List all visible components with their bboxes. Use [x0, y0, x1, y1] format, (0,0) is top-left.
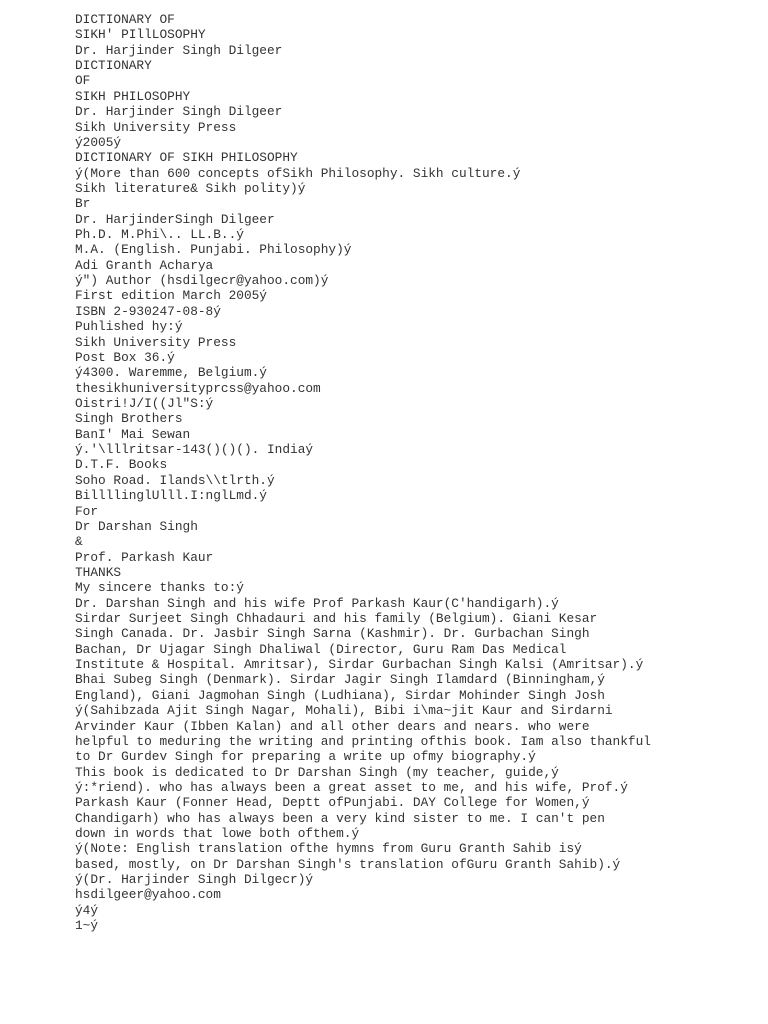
text-line: Bachan, Dr Ujagar Singh Dhaliwal (Director, Guru Ram Das Medical	[75, 641, 567, 657]
text-line: Singh Canada. Dr. Jasbir Singh Sarna (Kashmir). Dr. Gurbachan Singh	[75, 626, 590, 642]
text-line: For	[75, 503, 99, 519]
text-line: ý4300. Waremme, Belgium.ý	[75, 365, 267, 381]
text-line: BanI' Mai Sewan	[75, 426, 191, 442]
text-line: Adi Granth Acharya	[75, 257, 214, 273]
text-line: Arvinder Kaur (Ibben Kalan) and all other dears and nears. who were	[75, 718, 590, 734]
text-line: This book is dedicated to Dr Darshan Singh (my teacher, guide,ý	[75, 764, 559, 780]
text-line: Puhlished hy:ý	[75, 319, 183, 335]
text-line: Bhai Subeg Singh (Denmark). Sirdar Jagir Singh Ilamdard (Binningham,ý	[75, 672, 605, 688]
text-line: to Dr Gurdev Singh for preparing a write up ofmy biography.ý	[75, 749, 536, 765]
text-line: ý(Dr. Harjinder Singh Dilgecr)ý	[75, 872, 314, 888]
text-line: Dr. Harjinder Singh Dilgeer	[75, 42, 283, 58]
text-line: Sikh University Press	[75, 119, 237, 135]
text-line: First edition March 2005ý	[75, 288, 267, 304]
text-line: SIKH' PIllLOSOPHY	[75, 27, 206, 43]
text-line: hsdilgeer@yahoo.com	[75, 887, 221, 903]
text-line: Sikh literature& Sikh polity)ý	[75, 180, 306, 196]
document-text	[75, 12, 755, 934]
text-line: Sikh University Press	[75, 334, 237, 350]
text-line: Singh Brothers	[75, 411, 183, 427]
text-line: Dr. HarjinderSingh Dilgeer	[75, 211, 275, 227]
text-line: DICTIONARY OF SIKH PHILOSOPHY	[75, 150, 298, 166]
text-line: M.A. (English. Punjabi. Philosophy)ý	[75, 242, 352, 258]
text-line: ý2005ý	[75, 134, 122, 150]
text-line: SIKH PHILOSOPHY	[75, 88, 191, 104]
text-line: DICTIONARY OF	[75, 12, 175, 27]
text-line: Chandigarh) who has always been a very kind sister to me. I can't pen	[75, 810, 605, 826]
text-line: Br	[75, 196, 91, 212]
text-line: OF	[75, 73, 91, 89]
text-line: ý.'\lllritsar-143()()(). Indiaý	[75, 442, 314, 458]
text-line: Soho Road. Ilands\\tlrth.ý	[75, 472, 275, 488]
text-line: 1~ý	[75, 918, 99, 934]
text-line: ý4ý	[75, 902, 99, 918]
text-line: Parkash Kaur (Fonner Head, Deptt ofPunjabi. DAY College for Women,ý	[75, 795, 590, 811]
text-line: Dr. Darshan Singh and his wife Prof Parkash Kaur(C'handigarh).ý	[75, 595, 559, 611]
text-line: Post Box 36.ý	[75, 349, 175, 365]
text-line: D.T.F. Books	[75, 457, 168, 473]
text-line: ý(Note: English translation ofthe hymns from Guru Granth Sahib isý	[75, 841, 582, 857]
text-line: based, mostly, on Dr Darshan Singh's translation ofGuru Granth Sahib).ý	[75, 856, 621, 872]
text-line: ý(Sahibzada Ajit Singh Nagar, Mohali), Bibi i\ma~jit Kaur and Sirdarni	[75, 703, 613, 719]
text-line: down in words that lowe both ofthem.ý	[75, 826, 360, 842]
text-line: Prof. Parkash Kaur	[75, 549, 214, 565]
text-line: Oistri!J/I((Jl"S:ý	[75, 395, 214, 411]
text-line: Ph.D. M.Phi\.. LL.B..ý	[75, 227, 244, 243]
text-line: &	[75, 534, 83, 550]
text-line: Dr. Harjinder Singh Dilgeer	[75, 104, 283, 120]
text-line: Sirdar Surjeet Singh Chhadauri and his family (Belgium). Giani Kesar	[75, 611, 598, 627]
text-line: My sincere thanks to:ý	[75, 580, 244, 596]
text-line: helpful to meduring the writing and printing ofthis book. Iam also thankful	[75, 733, 651, 749]
text-line: BillllinglUlll.I:nglLmd.ý	[75, 488, 267, 504]
text-line: thesikhuniversityprcss@yahoo.com	[75, 380, 321, 396]
text-line: THANKS	[75, 564, 122, 580]
text-line: ISBN 2-930247-08-8ý	[75, 303, 221, 319]
text-line: England), Giani Jagmohan Singh (Ludhiana), Sirdar Mohinder Singh Josh	[75, 687, 605, 703]
text-line: ý:*riend). who has always been a great asset to me, and his wife, Prof.ý	[75, 779, 628, 795]
text-line: Institute & Hospital. Amritsar), Sirdar Gurbachan Singh Kalsi (Amritsar).ý	[75, 657, 644, 673]
text-line: ý") Author (hsdilgecr@yahoo.com)ý	[75, 273, 329, 289]
text-line: DICTIONARY	[75, 58, 152, 74]
text-line: Dr Darshan Singh	[75, 518, 198, 534]
text-line: ý(More than 600 concepts ofSikh Philosophy. Sikh culture.ý	[75, 165, 521, 181]
